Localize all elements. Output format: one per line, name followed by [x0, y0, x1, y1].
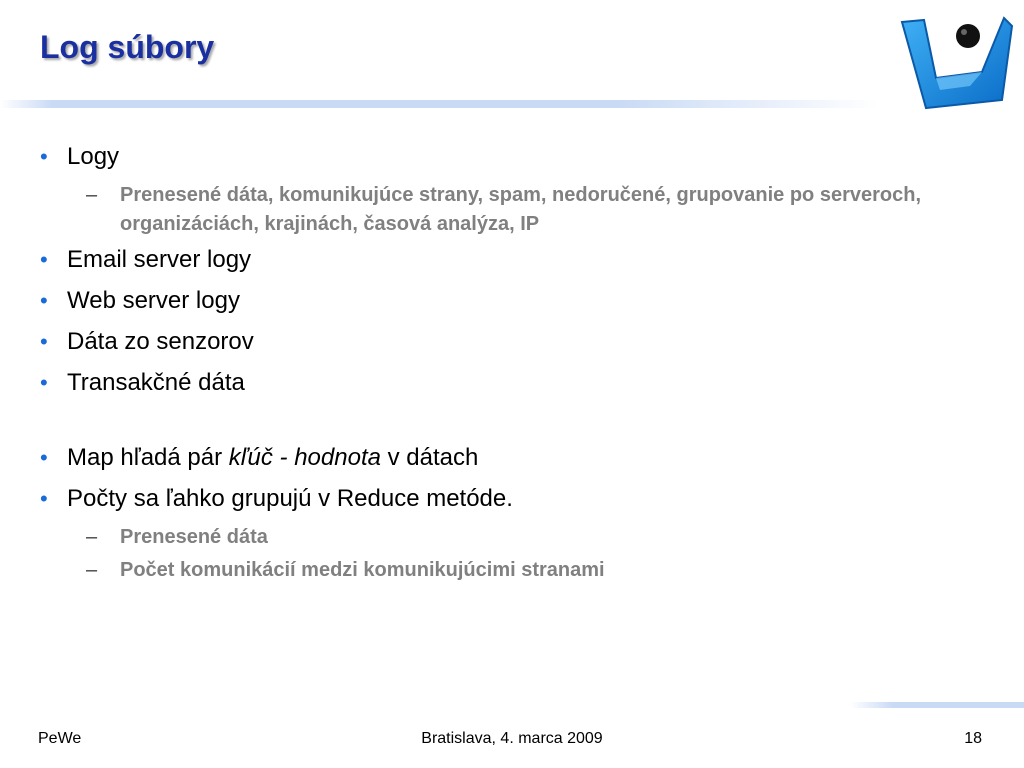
- bullet-item: [36, 243, 986, 277]
- sub-item-text: Prenesené dáta: [120, 526, 268, 548]
- bullet-icon: •: [40, 288, 48, 313]
- slide-title: Log súbory: [40, 29, 215, 65]
- bullet-text: Web server logy: [67, 287, 240, 314]
- footer-date: Bratislava, 4. marca 2009: [421, 730, 603, 747]
- spacer: [36, 407, 986, 441]
- bullet-text: Počty sa ľahko grupujú v Reduce metóde.: [67, 485, 513, 512]
- dash-icon: –: [86, 559, 98, 581]
- emphasis-key: kľúč: [228, 444, 273, 471]
- page-number: 18: [964, 730, 982, 747]
- bullet-item: [36, 284, 986, 318]
- bullet-text: Logy: [67, 143, 120, 170]
- sub-item: [36, 523, 986, 552]
- bullet-icon: •: [40, 329, 48, 354]
- bullet-text: Transakčné dáta: [67, 369, 245, 396]
- bullet-text: Dáta zo senzorov: [67, 328, 254, 355]
- bullet-item: [36, 441, 986, 475]
- bullet-item: [36, 140, 986, 174]
- pewe-logo-icon: [896, 12, 1016, 112]
- footer-divider: [850, 702, 1024, 708]
- bullet-icon: •: [40, 486, 48, 511]
- dash-icon: –: [86, 184, 98, 206]
- sub-item: [36, 556, 986, 585]
- sub-item: [36, 181, 986, 239]
- bullet-icon: •: [40, 247, 48, 272]
- dash-icon: –: [86, 526, 98, 548]
- sub-item-text: Počet komunikácií medzi komunikujúcimi stranami: [120, 559, 605, 581]
- bullet-text-pre: Map hľadá pár: [67, 444, 229, 471]
- footer-author: PeWe: [38, 730, 82, 747]
- bullet-item: [36, 366, 986, 400]
- slide-content: [36, 140, 986, 589]
- emphasis-value: hodnota: [294, 444, 381, 471]
- sub-item-text: Prenesené dáta, komunikujúce strany, spam, nedoručené, grupovanie po serveroch, organizáciách, krajinách, časová analýza, IP: [120, 184, 921, 235]
- bullet-icon: •: [40, 370, 48, 395]
- emphasis-separator: -: [272, 444, 295, 471]
- bullet-text: Email server logy: [67, 246, 252, 273]
- bullet-item: [36, 482, 986, 516]
- bullet-text-post: v dátach: [380, 444, 479, 471]
- title-divider: [0, 100, 880, 108]
- bullet-item: [36, 325, 986, 359]
- bullet-icon: •: [40, 144, 48, 169]
- bullet-icon: •: [40, 445, 48, 470]
